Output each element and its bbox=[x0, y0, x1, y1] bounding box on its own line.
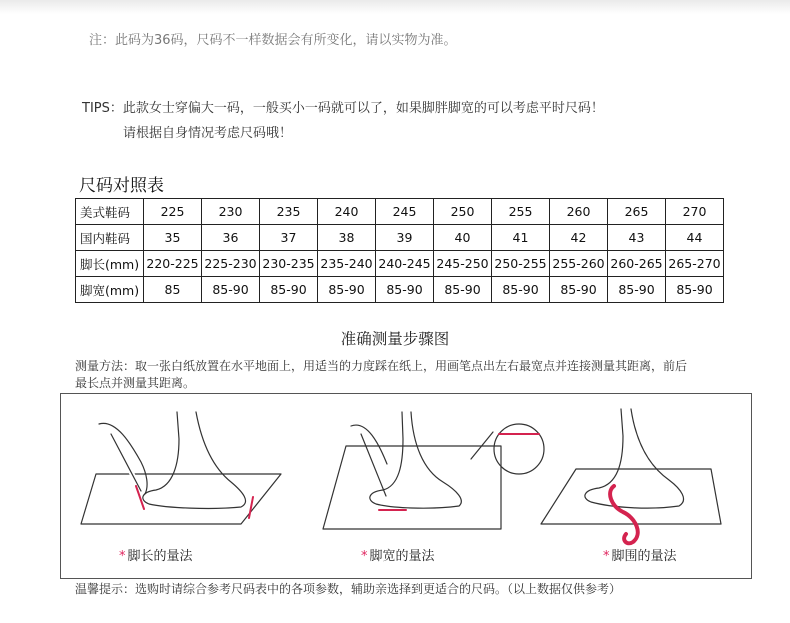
measure-illustration-panel bbox=[60, 393, 752, 579]
size-cell: 40 bbox=[434, 225, 492, 251]
foot-shape bbox=[585, 409, 684, 508]
size-cell: 42 bbox=[550, 225, 608, 251]
pen bbox=[361, 434, 386, 496]
foot-shape bbox=[143, 412, 246, 508]
tips-line-2: 请根据自身情况考虑尺码哦！ bbox=[123, 126, 293, 141]
size-cell: 85 bbox=[144, 277, 202, 303]
size-cell: 85-90 bbox=[608, 277, 666, 303]
size-row-cn bbox=[76, 225, 724, 251]
size-cell: 44 bbox=[666, 225, 724, 251]
size-cell: 255 bbox=[492, 199, 550, 225]
size-cell: 245 bbox=[376, 199, 434, 225]
size-cell: 85-90 bbox=[376, 277, 434, 303]
size-cell: 35 bbox=[144, 225, 202, 251]
size-cell: 250 bbox=[434, 199, 492, 225]
top-divider bbox=[0, 0, 790, 14]
size-cell: 85-90 bbox=[434, 277, 492, 303]
size-cell: 85-90 bbox=[260, 277, 318, 303]
paper-sheet bbox=[81, 474, 281, 524]
tips-line-1: TIPS：此款女士穿偏大一码，一般买小一码就可以了，如果脚胖脚宽的可以考虑平时尺码！ bbox=[82, 101, 604, 116]
size-cell: 225-230 bbox=[202, 251, 260, 277]
hand bbox=[351, 425, 387, 464]
measure-desc-line-1: 测量方法：取一张白纸放置在水平地面上，用适当的力度踩在纸上，用画笔点出左右最宽点并连接测量其距离，前后 bbox=[75, 359, 688, 373]
size-cell: 38 bbox=[318, 225, 376, 251]
star-mark: * bbox=[361, 549, 368, 564]
measure-desc-line-2: 最长点并测量其距离。 bbox=[75, 376, 196, 390]
foot-length-illustration bbox=[81, 412, 281, 524]
size-cell: 85-90 bbox=[202, 277, 260, 303]
size-cell: 235 bbox=[260, 199, 318, 225]
size-cell: 240-245 bbox=[376, 251, 434, 277]
pen bbox=[111, 434, 141, 491]
size-row-foot-length bbox=[76, 251, 724, 277]
size-cell: 41 bbox=[492, 225, 550, 251]
size-cell: 36 bbox=[202, 225, 260, 251]
caption-foot-length bbox=[119, 545, 193, 564]
size-cell: 43 bbox=[608, 225, 666, 251]
length-mark-heel bbox=[249, 497, 253, 518]
size-cell: 240 bbox=[318, 199, 376, 225]
size-row-us bbox=[76, 199, 724, 225]
size-cell: 230-235 bbox=[260, 251, 318, 277]
size-cell: 260 bbox=[550, 199, 608, 225]
caption-text: 脚宽的量法 bbox=[369, 549, 435, 564]
row-label: 脚宽(mm) bbox=[76, 277, 144, 303]
size-cell: 265-270 bbox=[666, 251, 724, 277]
caption-text: 脚围的量法 bbox=[611, 549, 677, 564]
caption-text: 脚长的量法 bbox=[127, 549, 193, 564]
size-note: 注：此码为36码，尺码不一样数据会有所变化，请以实物为准。 bbox=[89, 33, 457, 48]
measure-title: 准确测量步骤图 bbox=[340, 330, 450, 348]
paper-sheet bbox=[323, 446, 501, 529]
size-chart-table bbox=[75, 198, 724, 303]
size-cell: 260-265 bbox=[608, 251, 666, 277]
size-chart-title: 尺码对照表 bbox=[79, 176, 164, 196]
size-cell: 230 bbox=[202, 199, 260, 225]
foot-width-illustration bbox=[323, 412, 544, 529]
star-mark: * bbox=[119, 549, 126, 564]
footer-tip: 温馨提示：选购时请综合参考尺码表中的各项参数，辅助亲选择到更适合的尺码。（以上数据仅供参考） bbox=[75, 582, 622, 596]
row-label: 脚长(mm) bbox=[76, 251, 144, 277]
size-cell: 235-240 bbox=[318, 251, 376, 277]
size-cell: 85-90 bbox=[666, 277, 724, 303]
girth-tape bbox=[610, 486, 638, 543]
size-cell: 225 bbox=[144, 199, 202, 225]
size-cell: 85-90 bbox=[318, 277, 376, 303]
size-cell: 250-255 bbox=[492, 251, 550, 277]
foot-shape bbox=[370, 412, 461, 508]
caption-foot-width bbox=[361, 545, 435, 564]
size-row-foot-width bbox=[76, 277, 724, 303]
size-cell: 85-90 bbox=[550, 277, 608, 303]
size-cell: 220-225 bbox=[144, 251, 202, 277]
size-cell: 255-260 bbox=[550, 251, 608, 277]
size-cell: 245-250 bbox=[434, 251, 492, 277]
size-cell: 39 bbox=[376, 225, 434, 251]
caption-foot-girth bbox=[603, 545, 677, 564]
foot-girth-illustration bbox=[541, 409, 721, 543]
size-cell: 265 bbox=[608, 199, 666, 225]
size-cell: 37 bbox=[260, 225, 318, 251]
size-cell: 270 bbox=[666, 199, 724, 225]
size-cell: 85-90 bbox=[492, 277, 550, 303]
star-mark: * bbox=[603, 549, 610, 564]
row-label: 国内鞋码 bbox=[76, 225, 144, 251]
row-label: 美式鞋码 bbox=[76, 199, 144, 225]
